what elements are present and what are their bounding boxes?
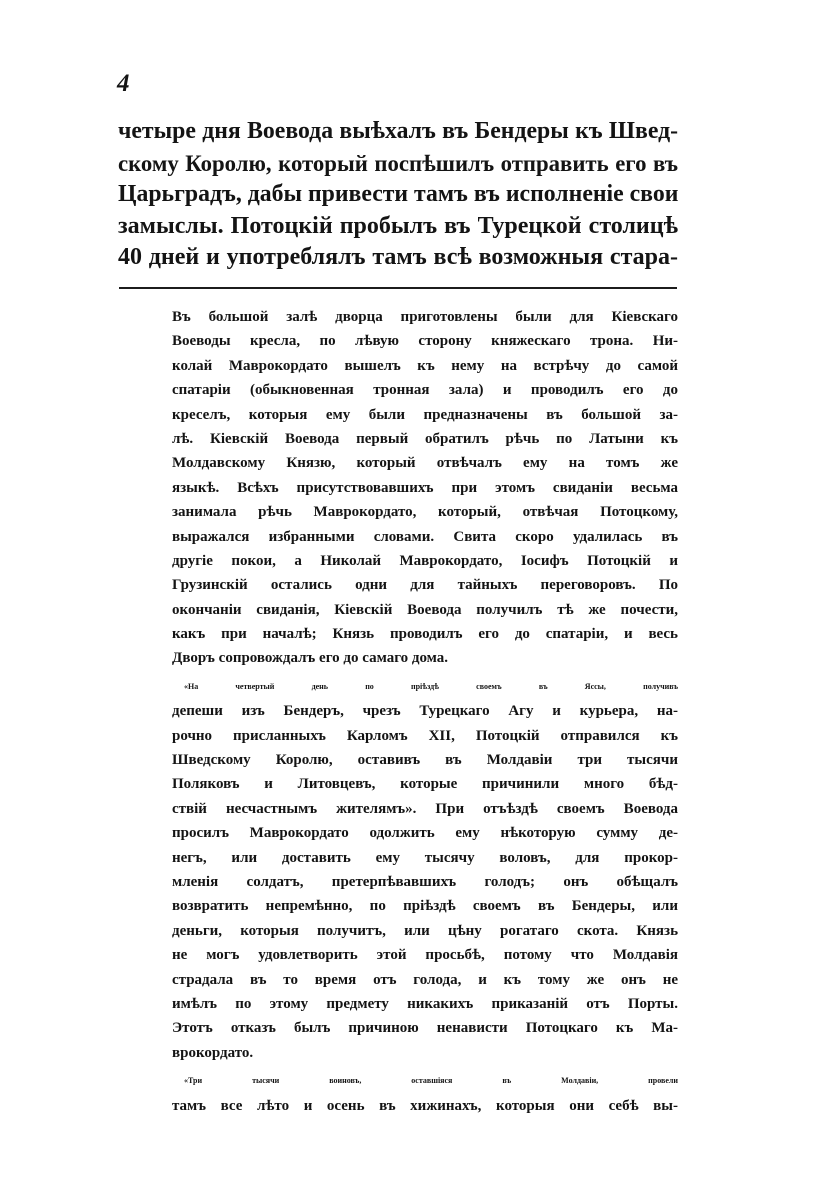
footnote-line: мленія солдатъ, претерпѣвавшихъ голодъ; онъ обѣщалъ (172, 873, 678, 890)
footnote-line: тамъ все лѣто и осень въ хижинахъ, которыя они себѣ вы- (172, 1097, 678, 1114)
footnote-line: выражался избранными словами. Свита скоро удалилась въ (172, 528, 678, 545)
footnote-line: Молдавскому Князю, который отвѣчалъ ему на томъ же (172, 455, 678, 472)
footnote-line: Въ большой залѣ дворца приготовлены были для Кіевскаго (172, 309, 678, 325)
footnote-line: спатаріи (обыкновенная тронная зала) и проводилъ его до (172, 382, 678, 399)
footnote-line: имѣлъ по этому предмету никакихъ приказаній отъ Порты. (172, 995, 678, 1012)
main-text-line: скому Королю, который поспѣшилъ отправить его въ (118, 150, 678, 176)
footnote (172, 305, 678, 1118)
footnote-line: «На четвертый день по пріѣздѣ своемъ въ Яссы, получивъ (184, 681, 678, 691)
footnote-line: Дворъ сопровождалъ его до самаго дома. (172, 650, 449, 667)
footnote-line: врокордато. (172, 1044, 254, 1061)
footnote-line: занимала рѣчь Маврокордато, который, отвѣчая Потоцкому, (172, 504, 678, 521)
main-text-line: четыре дня Воевода выѣхалъ въ Бендеры къ Швед- (118, 118, 678, 144)
footnote-line: возвратить непремѣнно, по пріѣздѣ своемъ въ Бендеры, или (172, 898, 678, 915)
footnote-line: колай Маврокордато вышелъ къ нему на встрѣчу до самой (172, 357, 678, 374)
footnote-line: Грузинскій остались одни для тайныхъ переговоровъ. По (172, 577, 678, 594)
footnote-line: депеши изъ Бендеръ, чрезъ Турецкаго Агу и курьера, на- (172, 703, 678, 720)
footnote-line: какъ при началѣ; Князь проводилъ его до спатаріи, и весь (172, 626, 678, 643)
footnote-separator-rule (119, 287, 677, 289)
footnote-line: «Три тысячи воиновъ, оставшіяся въ Молдавіи, провели (184, 1076, 678, 1086)
footnote-line: языкѣ. Всѣхъ присутствовавшихъ при этомъ свиданіи весьма (172, 479, 678, 496)
main-text-line: замыслы. Потоцкій пробылъ въ Турецкой столицѣ (118, 212, 678, 239)
footnote-line: Этотъ отказъ былъ причиною ненависти Потоцкаго къ Ма- (172, 1020, 678, 1037)
footnote-line: лѣ. Кіевскій Воевода первый обратилъ рѣчь по Латыни къ (172, 430, 678, 447)
footnote-line: ствій несчастнымъ жителямъ». При отъѣздѣ своемъ Воевода (172, 800, 678, 817)
footnote-line: окончаніи свиданія, Кіевскій Воевода получилъ тѣ же почести, (172, 601, 678, 618)
footnote-line: просилъ Маврокордато одолжить ему нѣкоторую сумму де- (172, 825, 678, 842)
footnote-line: деньги, которыя получитъ, или цѣну рогатаго скота. Князь (172, 922, 678, 939)
footnote-line: Шведскому Королю, оставивъ въ Молдавіи три тысячи (172, 752, 678, 769)
footnote-line: креселъ, которыя ему были предназначены въ большой за- (172, 406, 678, 423)
main-text-line: Царьградъ, дабы привести тамъ въ исполненіе свои (118, 181, 679, 207)
footnote-line: рочно присланныхъ Карломъ XII, Потоцкій отправился къ (172, 727, 678, 744)
footnote-line: Поляковъ и Литовцевъ, которые причинили много бѣд- (172, 776, 678, 793)
footnote-line: Воеводы кресла, по лѣвую сторону княжескаго трона. Ни- (172, 333, 678, 350)
main-text-line: 40 дней и употреблялъ тамъ всѣ возможныя стара- (118, 244, 678, 270)
page-number: 4 (117, 70, 130, 97)
footnote-line: другіе покои, а Николай Маврокордато, Іосифъ Потоцкій и (172, 552, 678, 569)
footnote-line: не могъ удовлетворить этой просьбѣ, потому что Молдавія (172, 947, 678, 964)
main-text (118, 116, 678, 274)
footnote-line: негъ, или доставить ему тысячу воловъ, для прокор- (172, 849, 678, 866)
footnote-line: страдала въ то время отъ голода, и къ тому же онъ не (172, 971, 678, 988)
